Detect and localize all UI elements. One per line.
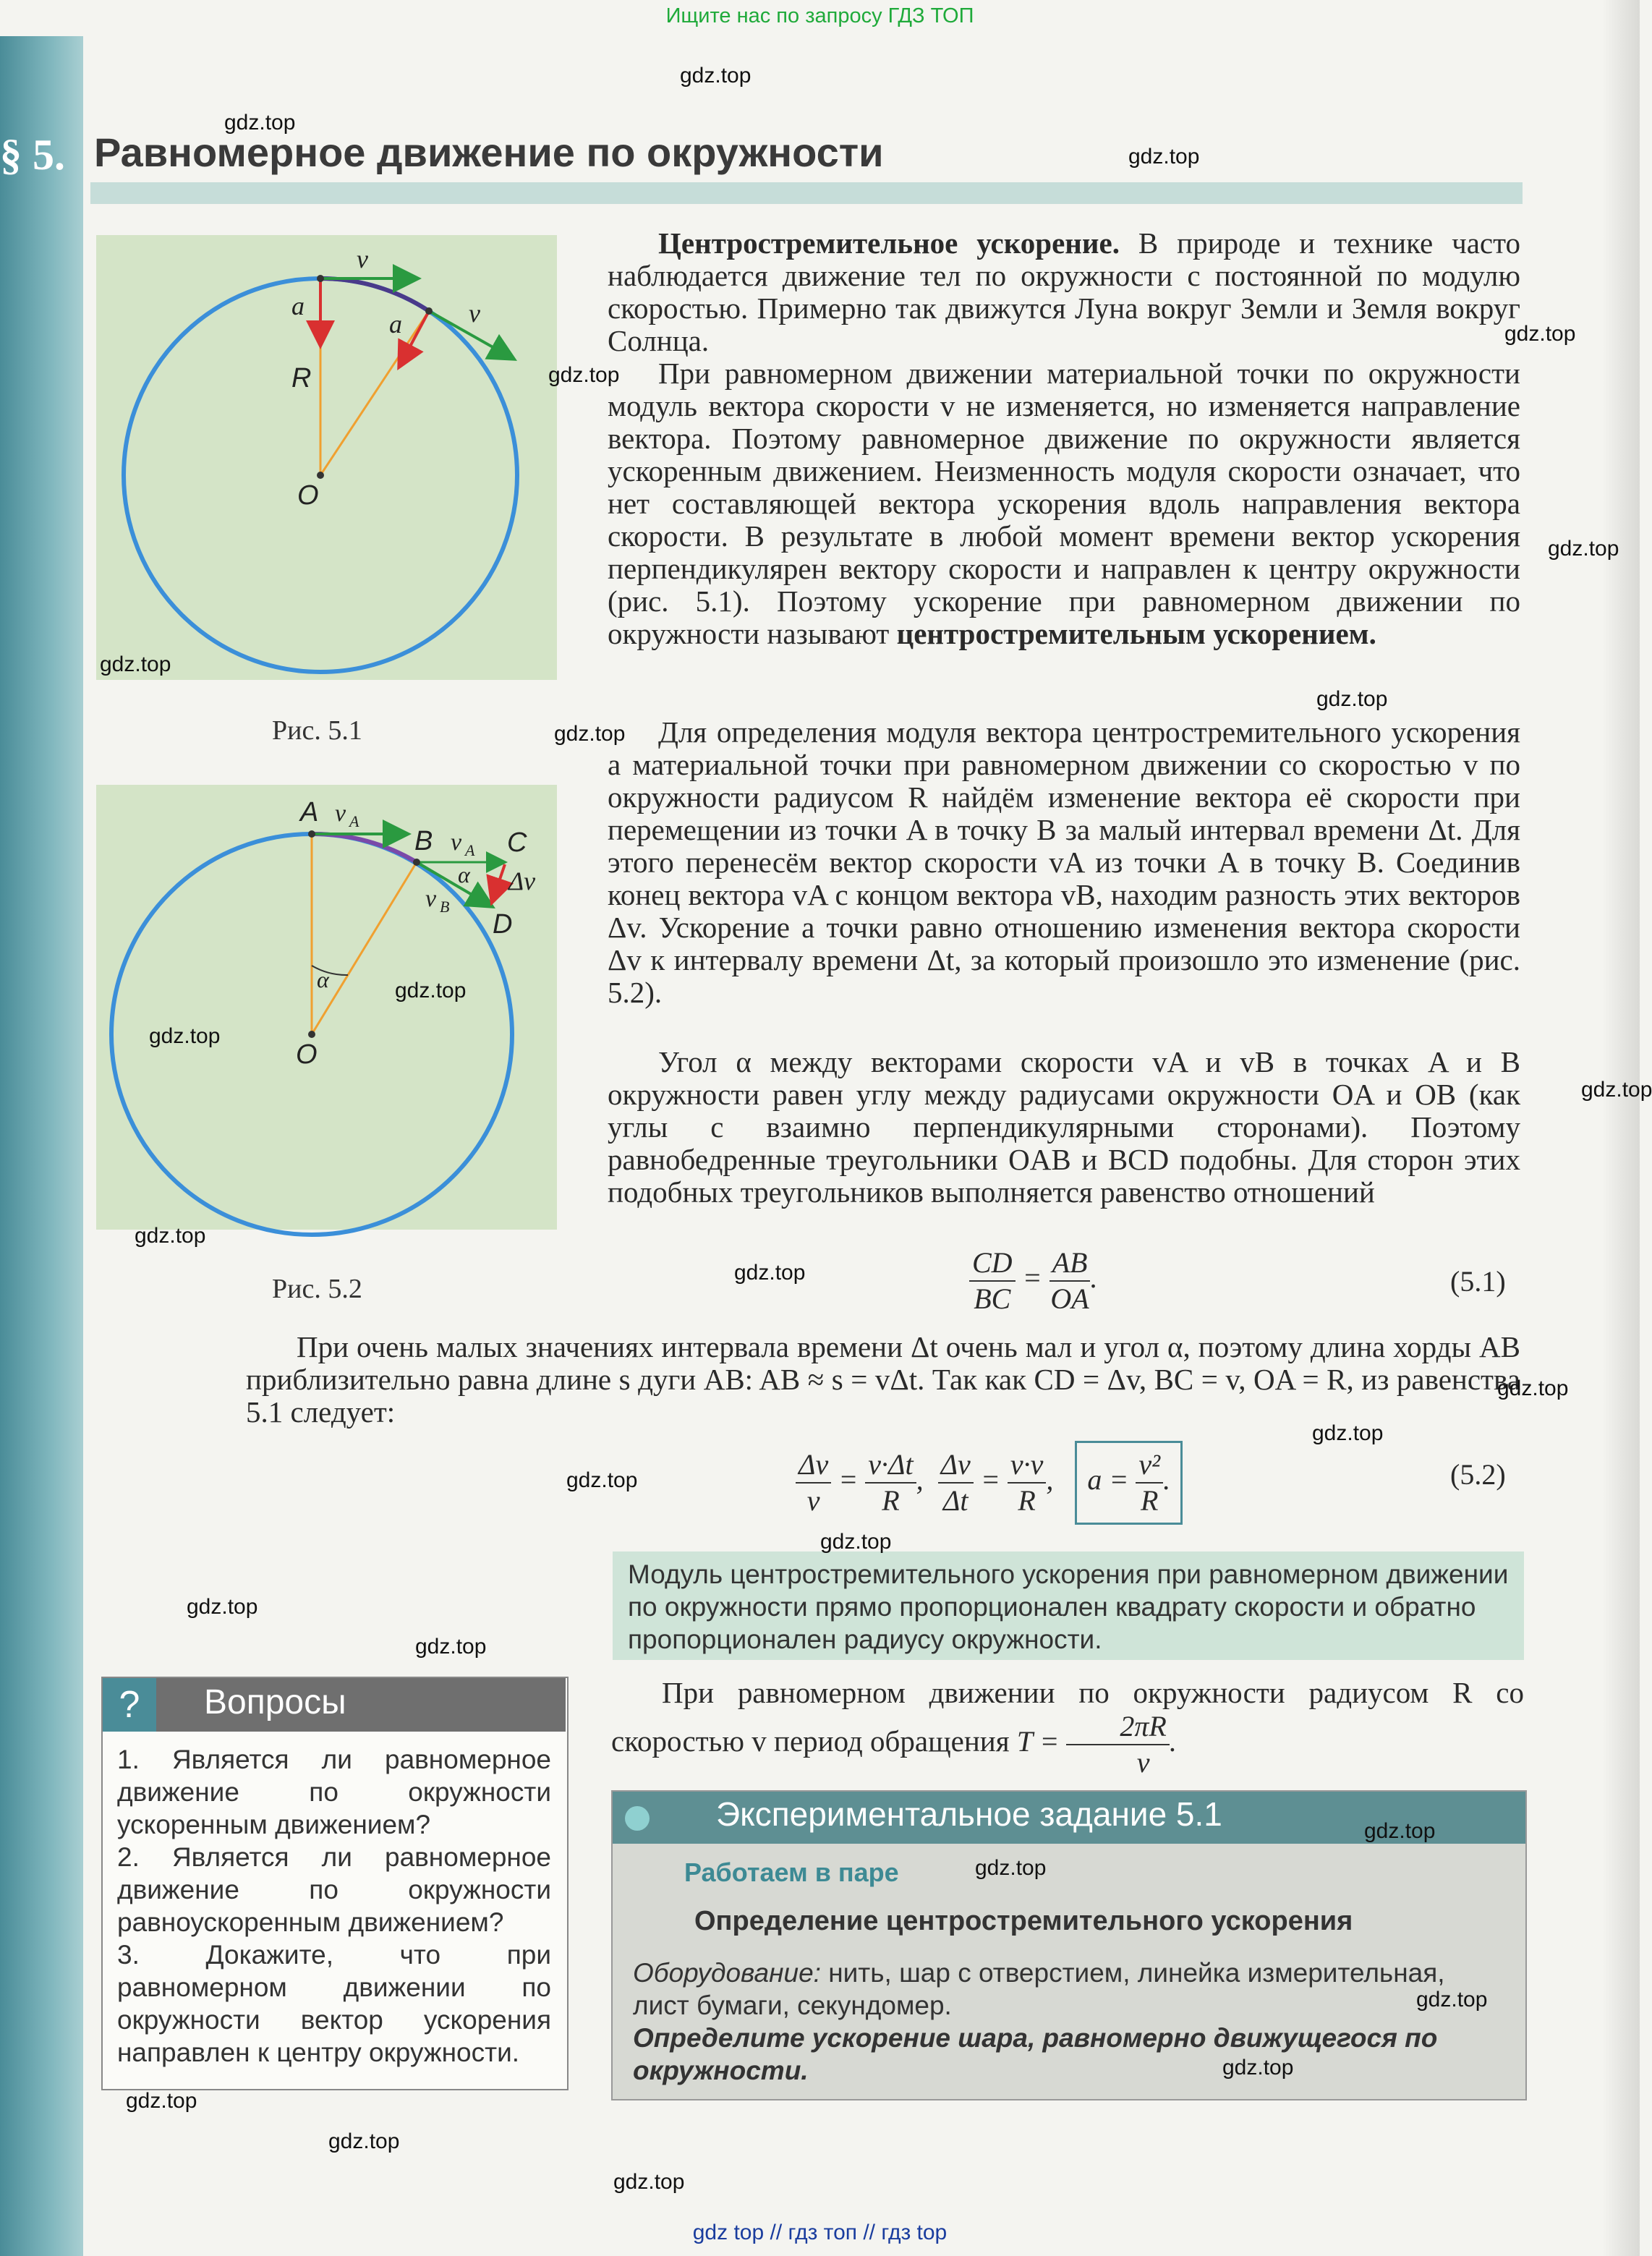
- label-delta-v: Δv: [508, 867, 536, 895]
- label-vB: v: [425, 885, 437, 912]
- period-formula: T = $\frac{2\pi R}{v}$ .: [1016, 1710, 1177, 1779]
- label-vB-sub: B: [440, 898, 450, 916]
- label-vA-top-sub: A: [349, 812, 359, 830]
- watermark: gdz.top: [820, 1530, 892, 1554]
- label-C: C: [507, 827, 527, 858]
- equation-5-1: $\frac{CD}{BC}$ = $\frac{AB}{OA}$ .: [969, 1246, 1097, 1316]
- label-D: D: [493, 909, 513, 940]
- equation-5-2: $\frac{\Delta v}{v}$ = $\frac{v\cdot\Delta t}{R}$ , $\frac{\Delta v}{\Delta t}$ = $\frac{v\cdot v}{R}$ , a = $\frac{\text{v²}}{R}$ .: [796, 1441, 1183, 1525]
- label-v-top: v: [357, 244, 368, 273]
- watermark: gdz.top: [224, 111, 296, 135]
- experiment-text: [633, 1957, 1504, 2087]
- watermark: gdz.top: [1548, 537, 1619, 561]
- watermark: gdz.top: [395, 979, 467, 1003]
- boxed-formula: a = $\frac{\text{v²}}{R}$ .: [1075, 1441, 1183, 1525]
- label-vA-top: v: [335, 800, 346, 827]
- watermark: gdz.top: [1128, 145, 1200, 169]
- experiment-title: Экспериментальное задание 5.1: [716, 1795, 1222, 1833]
- watermark: gdz.top: [1581, 1078, 1652, 1102]
- left-color-strip: [0, 36, 83, 2256]
- title-underline-bar: [90, 182, 1523, 204]
- question-item: 3. Докажите, что при равномерном движении по окружности вектор ускорения направлен к центру окружности.: [117, 1940, 551, 2067]
- label-R: R: [291, 363, 312, 393]
- watermark: gdz.top: [1504, 322, 1576, 346]
- term-centripetal: центростремительным ускорением.: [896, 617, 1376, 650]
- watermark: gdz.top: [566, 1468, 638, 1492]
- figure-5-2: [96, 785, 557, 1230]
- figure-5-1-diagram: [96, 235, 557, 680]
- figure-5-1: [96, 235, 557, 680]
- paragraph-6: При равномерном движении по окружности радиусом R со скоростью v период обращения T = $\frac{2\pi R}{v}$ .: [611, 1676, 1524, 1779]
- watermark: gdz.top: [1316, 687, 1388, 711]
- page-edge-shadow: [1602, 0, 1640, 2256]
- arc-AB: [312, 834, 417, 862]
- watermark: gdz.top: [126, 2089, 197, 2113]
- equation-5-1-number: (5.1): [1450, 1265, 1506, 1298]
- figure-5-2-diagram: [96, 785, 557, 1230]
- figure-5-1-caption: Рис. 5.1: [272, 715, 362, 746]
- accel-vector-side: [400, 311, 429, 365]
- paragraph-5: При очень малых значениях интервала времени Δt очень мал и угол α, поэтому длина хорды AB приблизительно равна длине s дуги AB: AB ≈ s = vΔt. Так как CD = Δv, BC = v, OA = R, из равенства 5.1 следует:: [246, 1330, 1520, 1429]
- watermark: gdz.top: [975, 1856, 1047, 1880]
- label-alpha: α: [317, 966, 329, 992]
- questions-title: Вопросы: [204, 1683, 346, 1721]
- watermark: gdz.top: [734, 1261, 806, 1285]
- watermark: gdz.top: [554, 722, 626, 746]
- watermark: gdz.top: [149, 1024, 221, 1048]
- footer-links[interactable]: gdz top // гдз топ // гдз top: [692, 2221, 948, 2244]
- question-item: 2. Является ли равномерное движение по окружности равноускоренным движением?: [117, 1842, 551, 1937]
- rule-text: Модуль центростремительного ускорения при равномерном движении по окружности прямо пропорционален квадрату скорости и обратно пропорционален радиусу окружности.: [628, 1559, 1509, 1654]
- experiment-heading: Определение центростремительного ускорения: [694, 1906, 1353, 1936]
- label-O-2: O: [296, 1039, 318, 1070]
- section-number: § 5.: [0, 131, 65, 179]
- figure-5-2-caption: Рис. 5.2: [272, 1274, 362, 1304]
- label-O: O: [297, 480, 319, 511]
- section-title: Равномерное движение по окружности: [94, 129, 884, 175]
- label-B: B: [414, 826, 433, 856]
- paragraph-2: При равномерном движении материальной точки по окружности модуль вектора скорости v не изменяется, но изменяется направление вектора. Поэтому равномерное движение по окружности является ускоренным движением. Неизменность модуля скорости означает, что нет составляющей вектора ускорения вдоль направления вектора скорости. В результате в любой момент времени вектор ускорения перпендикулярен вектору скорости и направлен к центру окружности (рис. 5.1). Поэтому ускорение при равномерном движении по окружности называют центростремительным ускорением.: [608, 357, 1520, 650]
- paragraph-3: Для определения модуля вектора центростремительного ускорения a материальной точки при равномерном движении со скоростью v по окружности радиусом R найдём изменение вектора её скорости при перемещении из точки A в точку B за малый интервал времени Δt. Для этого перенесём вектор скорости vA из точки A в точку B. Соединив конец вектора vA с концом вектора vB, находим разность этих векторов Δv. Ускорение a точки равно отношению изменения вектора скорости Δv к интервалу времени Δt, за который произошло это изменение (рис. 5.2).: [608, 715, 1520, 1009]
- label-alpha-top: α: [458, 861, 470, 887]
- watermark: gdz.top: [187, 1595, 258, 1619]
- watermark: gdz.top: [613, 2170, 685, 2194]
- paragraph-1-heading: Центростремительное ускорение.: [658, 226, 1120, 260]
- watermark: gdz.top: [548, 363, 620, 387]
- equipment-line: Оборудование: нить, шар с отверстием, линейка измерительная, лист бумаги, секундомер.: [633, 1958, 1445, 2020]
- watermark: gdz.top: [415, 1635, 487, 1659]
- radius-OB: [312, 862, 417, 1034]
- watermark: gdz.top: [1416, 1988, 1488, 2012]
- experiment-task: Определите ускорение шара, равномерно движущегося по окружности.: [633, 2023, 1438, 2085]
- paragraph-1: Центростремительное ускорение. В природе и технике часто наблюдается движение тел по окружности с постоянной по модулю скоростью. Примерно так движутся Луна вокруг Земли и Земля вокруг Солнца.: [608, 226, 1520, 357]
- watermark: gdz.top: [1222, 2056, 1294, 2080]
- label-vA-moved: v: [451, 829, 462, 856]
- top-banner: Ищите нас по запросу ГДЗ ТОП: [665, 4, 974, 27]
- label-v-side: v: [469, 299, 480, 328]
- watermark: gdz.top: [1364, 1819, 1436, 1843]
- label-a-left: a: [291, 291, 305, 320]
- label-vA-moved-sub: A: [465, 841, 475, 859]
- watermark: gdz.top: [1497, 1376, 1569, 1400]
- label-A: A: [300, 797, 319, 827]
- watermark: gdz.top: [135, 1224, 206, 1248]
- question-mark-icon: ?: [103, 1678, 156, 1732]
- bullet-dot-icon: [625, 1806, 650, 1831]
- question-item: 1. Является ли равномерное движение по окружности ускоренным движением?: [117, 1745, 551, 1839]
- watermark: gdz.top: [100, 652, 171, 676]
- watermark: gdz.top: [680, 64, 752, 88]
- delta-v-vector: [493, 864, 505, 901]
- equation-5-2-number: (5.2): [1450, 1458, 1506, 1491]
- watermark: gdz.top: [328, 2129, 400, 2153]
- radius-line-2: [320, 311, 429, 475]
- paragraph-4: Угол α между векторами скорости vA и vB в точках A и B окружности равен углу между радиусами окружности OA и OB (как углы с взаимно перпендикулярными сторонами). Поэтому равнобедренные треугольники OAB и BCD подобны. Для сторон этих подобных треугольников выполняется равенство отношений: [608, 1045, 1520, 1209]
- watermark: gdz.top: [1312, 1421, 1384, 1445]
- questions-list: [117, 1743, 551, 2069]
- arc-segment: [320, 278, 429, 311]
- label-a-mid: a: [389, 310, 402, 339]
- experiment-subtitle: Работаем в паре: [684, 1857, 899, 1887]
